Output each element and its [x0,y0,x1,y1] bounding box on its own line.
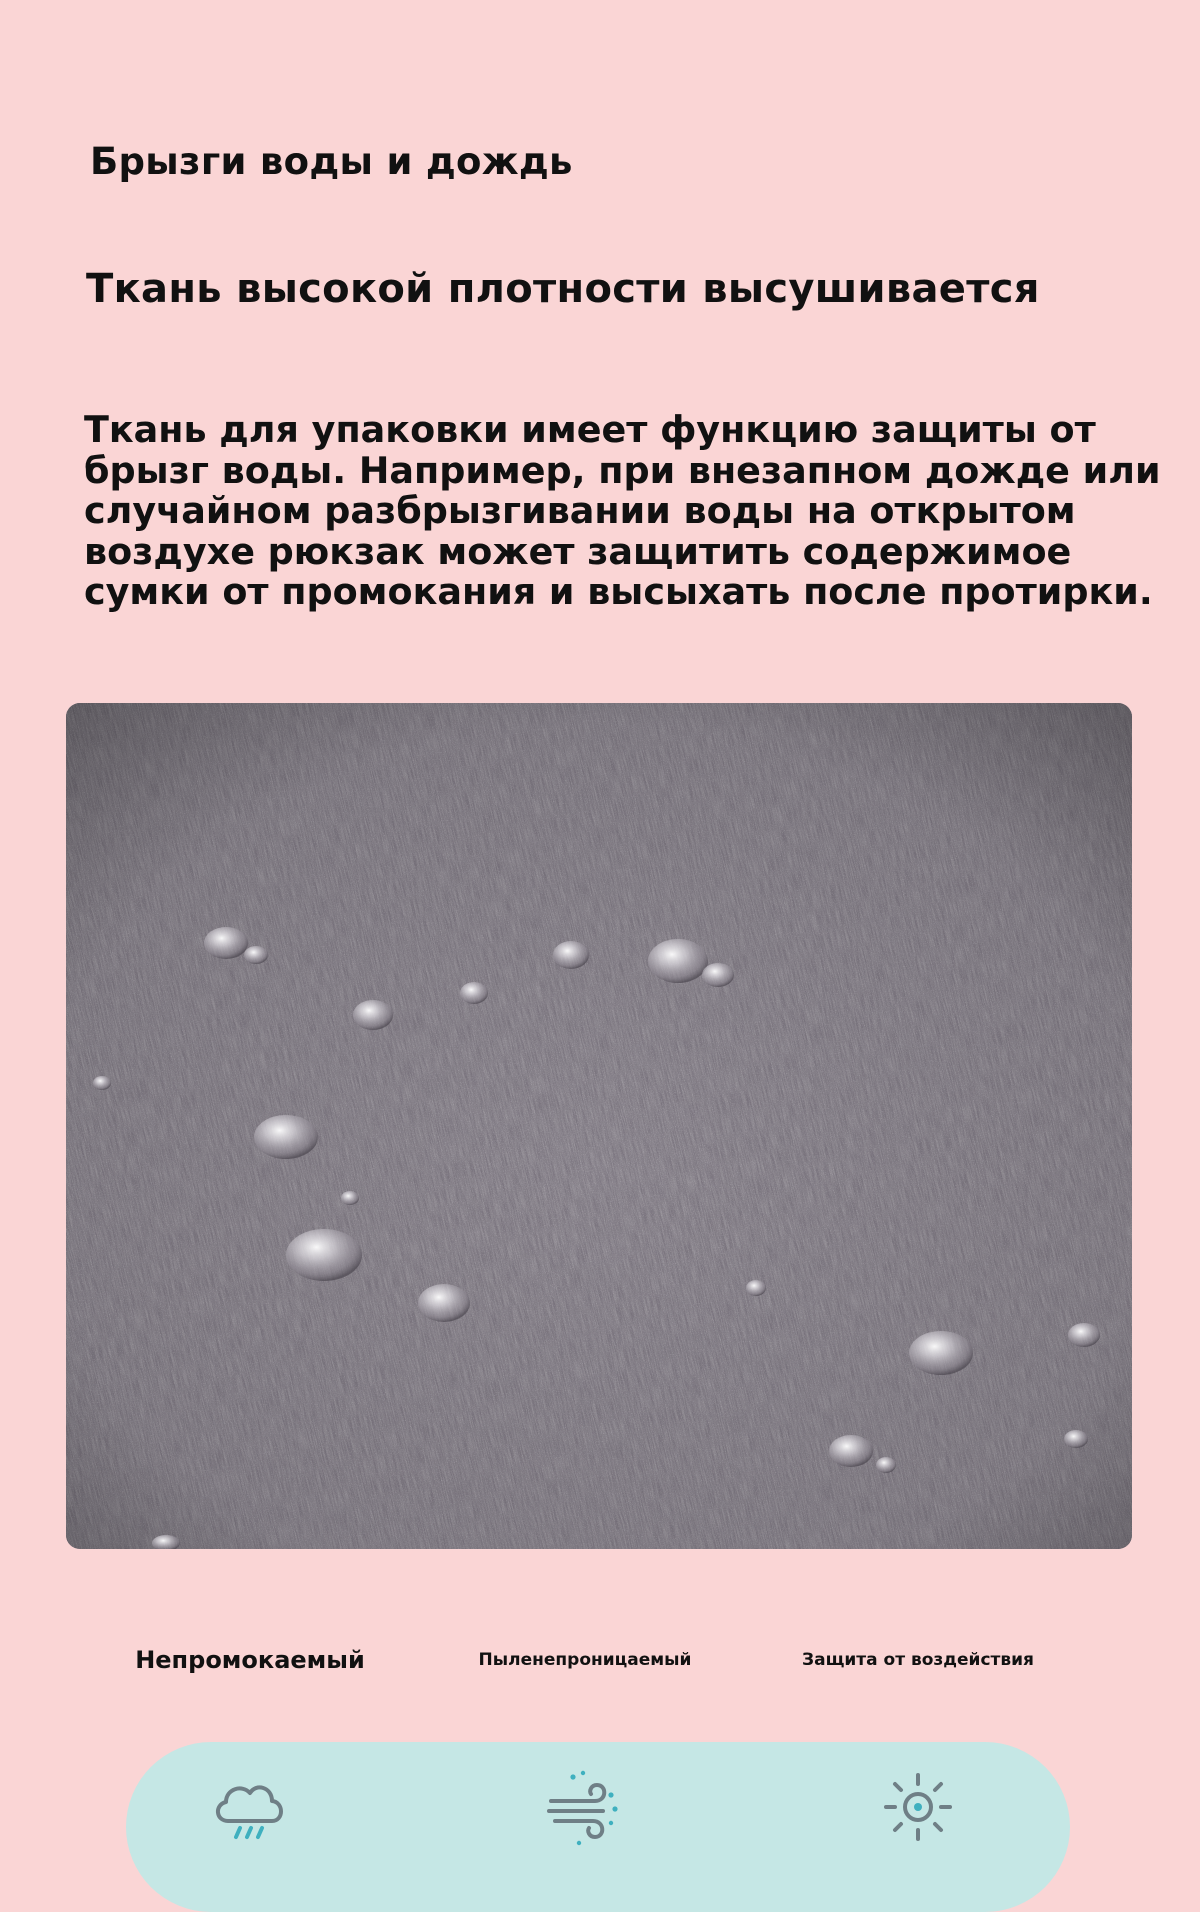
rain-cloud-icon [208,1765,292,1849]
feature-label-dustproof: Пыленепроницаемый [478,1650,692,1670]
fabric-texture-image [66,703,1132,1549]
description-line: брызг воды. Например, при внезапном дожде или [84,448,1161,492]
sun-icon [876,1765,960,1849]
fabric-photo [66,703,1132,1549]
feature-label-impact-protection: Защита от воздействия [802,1650,1034,1670]
description-line: Ткань для упаковки имеет функцию защиты от [84,408,1096,451]
description-line: сумки от промокания и высыхать после протирки. [84,570,1153,613]
section-title: Брызги воды и дождь [90,140,573,183]
description-line: воздухе рюкзак может защитить содержимое [84,529,1072,573]
wind-dust-icon [543,1765,627,1849]
feature-label-waterproof: Непромокаемый [135,1646,365,1674]
description-paragraph [84,408,1161,613]
section-subtitle: Ткань высокой плотности высушивается [86,266,1040,312]
feature-labels [0,1640,1200,1680]
description-line: случайном разбрызгивании воды на открытом [84,489,1076,532]
